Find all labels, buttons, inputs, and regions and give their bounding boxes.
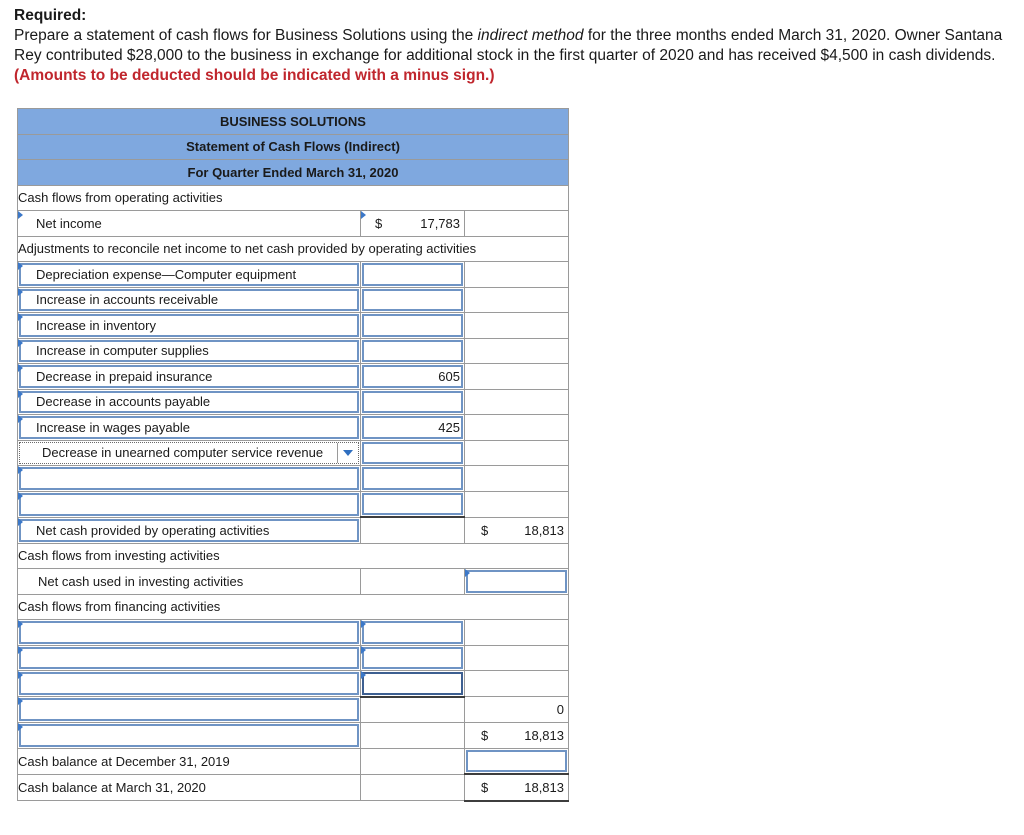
net-investing-label: Net cash used in investing activities (18, 569, 361, 595)
input-flag-icon (18, 671, 23, 679)
begin-cash-label: Cash balance at December 31, 2019 (18, 748, 361, 774)
adjustment-label-cell[interactable] (18, 415, 361, 441)
adjustment-label: Decrease in accounts payable (36, 394, 211, 410)
input-flag-icon (18, 492, 23, 500)
net-financing-value: 0 (556, 702, 564, 717)
instructions (14, 6, 1014, 86)
input-flag-icon (361, 620, 366, 628)
instruction-part1: Prepare a statement of cash flows for Business Solutions using the (14, 27, 478, 44)
adjustment-dropdown[interactable] (19, 442, 359, 465)
net-income-value: 17,783 (420, 215, 460, 231)
instruction-text (14, 26, 1014, 86)
input-flag-icon (361, 211, 366, 219)
adjustment-label: Increase in computer supplies (36, 343, 209, 359)
adjustment-label-cell[interactable] (18, 262, 361, 288)
net-income-value-cell[interactable] (361, 211, 465, 237)
input-flag-icon (18, 390, 23, 398)
end-cash-dollar: $ (481, 779, 489, 795)
input-flag-icon (18, 364, 23, 372)
begin-cash-value-cell[interactable] (465, 748, 569, 774)
net-change-label-cell[interactable] (18, 723, 361, 749)
instruction-italic: indirect method (477, 27, 584, 44)
adjustments-header: Adjustments to reconcile net income to net cash provided by operating activities (18, 236, 569, 262)
net-operating-label-cell[interactable] (18, 517, 361, 543)
input-flag-icon (361, 671, 366, 679)
dropdown-selected-label: Decrease in unearned computer service revenue (42, 445, 324, 461)
blank-label-cell[interactable] (18, 491, 361, 517)
financing-label-cell[interactable] (18, 620, 361, 646)
financing-label-cell[interactable] (18, 671, 361, 697)
instruction-note: (Amounts to be deducted should be indicated with a minus sign.) (14, 67, 495, 84)
chevron-down-icon (343, 450, 353, 456)
company-name: BUSINESS SOLUTIONS (18, 109, 569, 135)
input-flag-icon (18, 339, 23, 347)
adjustment-value-cell[interactable] (361, 440, 465, 466)
net-operating-value: 18,813 (524, 522, 564, 538)
adjustment-label-cell[interactable] (18, 389, 361, 415)
adjustment-label-cell[interactable] (18, 364, 361, 390)
adjustment-value-cell[interactable] (361, 415, 465, 441)
net-change-total-cell (465, 723, 569, 749)
required-label: Required: (14, 7, 87, 24)
net-change-dollar: $ (481, 727, 489, 743)
cash-flow-statement (17, 108, 569, 802)
input-flag-icon (18, 518, 23, 526)
adjustment-label: Increase in inventory (36, 317, 156, 333)
blank-label-cell[interactable] (18, 466, 361, 492)
dropdown-button[interactable] (337, 443, 358, 464)
end-cash-total-cell (465, 774, 569, 801)
adjustment-label-cell[interactable] (18, 287, 361, 313)
adjustment-value-cell[interactable] (361, 262, 465, 288)
adjustment-value: 605 (438, 368, 460, 384)
end-cash-value: 18,813 (524, 779, 564, 795)
input-flag-icon (465, 569, 470, 577)
net-income-label: Net income (36, 215, 102, 231)
net-operating-label: Net cash provided by operating activities (36, 522, 270, 538)
net-operating-dollar: $ (481, 522, 489, 538)
input-flag-icon (18, 466, 23, 474)
adjustment-label: Increase in accounts receivable (36, 292, 219, 308)
instruction-part2: for the three months ended March 31, 2020. Owner Santana Rey contributed $28,000 to the business in exchange for additional stock in the first quarter of 2020 and has received $4,500 in cash dividends. (14, 27, 1003, 64)
financing-value-cell[interactable] (361, 645, 465, 671)
adjustment-label: Decrease in prepaid insurance (36, 368, 213, 384)
adjustment-value-cell[interactable] (361, 338, 465, 364)
input-flag-icon (18, 288, 23, 296)
net-income-label-cell[interactable] (18, 211, 361, 237)
input-flag-icon (18, 313, 23, 321)
net-financing-total-cell (465, 697, 569, 723)
adjustment-value: 425 (438, 419, 460, 435)
net-investing-value-cell[interactable] (465, 569, 569, 595)
financing-header: Cash flows from financing activities (18, 594, 569, 620)
net-income-dollar: $ (375, 215, 383, 231)
input-flag-icon (361, 646, 366, 654)
adjustment-value-cell[interactable] (361, 287, 465, 313)
financing-label-cell[interactable] (18, 645, 361, 671)
operating-header: Cash flows from operating activities (18, 185, 569, 211)
financing-value-cell[interactable] (361, 620, 465, 646)
input-flag-icon (18, 646, 23, 654)
adjustment-value-cell[interactable] (361, 313, 465, 339)
statement-title: Statement of Cash Flows (Indirect) (18, 134, 569, 160)
input-flag-icon (18, 415, 23, 423)
adjustment-label: Increase in wages payable (36, 419, 190, 435)
investing-header: Cash flows from investing activities (18, 543, 569, 569)
net-operating-total-cell (465, 517, 569, 543)
adjustment-value-cell[interactable] (361, 389, 465, 415)
adjustment-value-cell[interactable] (361, 364, 465, 390)
adjustment-label-cell[interactable] (18, 338, 361, 364)
statement-period: For Quarter Ended March 31, 2020 (18, 160, 569, 186)
input-flag-icon (18, 620, 23, 628)
financing-value-cell[interactable] (361, 671, 465, 697)
input-flag-icon (18, 262, 23, 270)
input-flag-icon (18, 211, 23, 219)
input-flag-icon (18, 723, 23, 731)
net-change-value: 18,813 (524, 727, 564, 743)
blank-value-cell[interactable] (361, 491, 465, 517)
net-financing-label-cell[interactable] (18, 697, 361, 723)
adjustment-label-cell[interactable] (18, 313, 361, 339)
end-cash-label: Cash balance at March 31, 2020 (18, 774, 361, 801)
adjustment-label: Depreciation expense—Computer equipment (36, 266, 297, 282)
adjustment-dropdown-cell[interactable] (18, 440, 361, 466)
input-flag-icon (18, 697, 23, 705)
blank-value-cell[interactable] (361, 466, 465, 492)
